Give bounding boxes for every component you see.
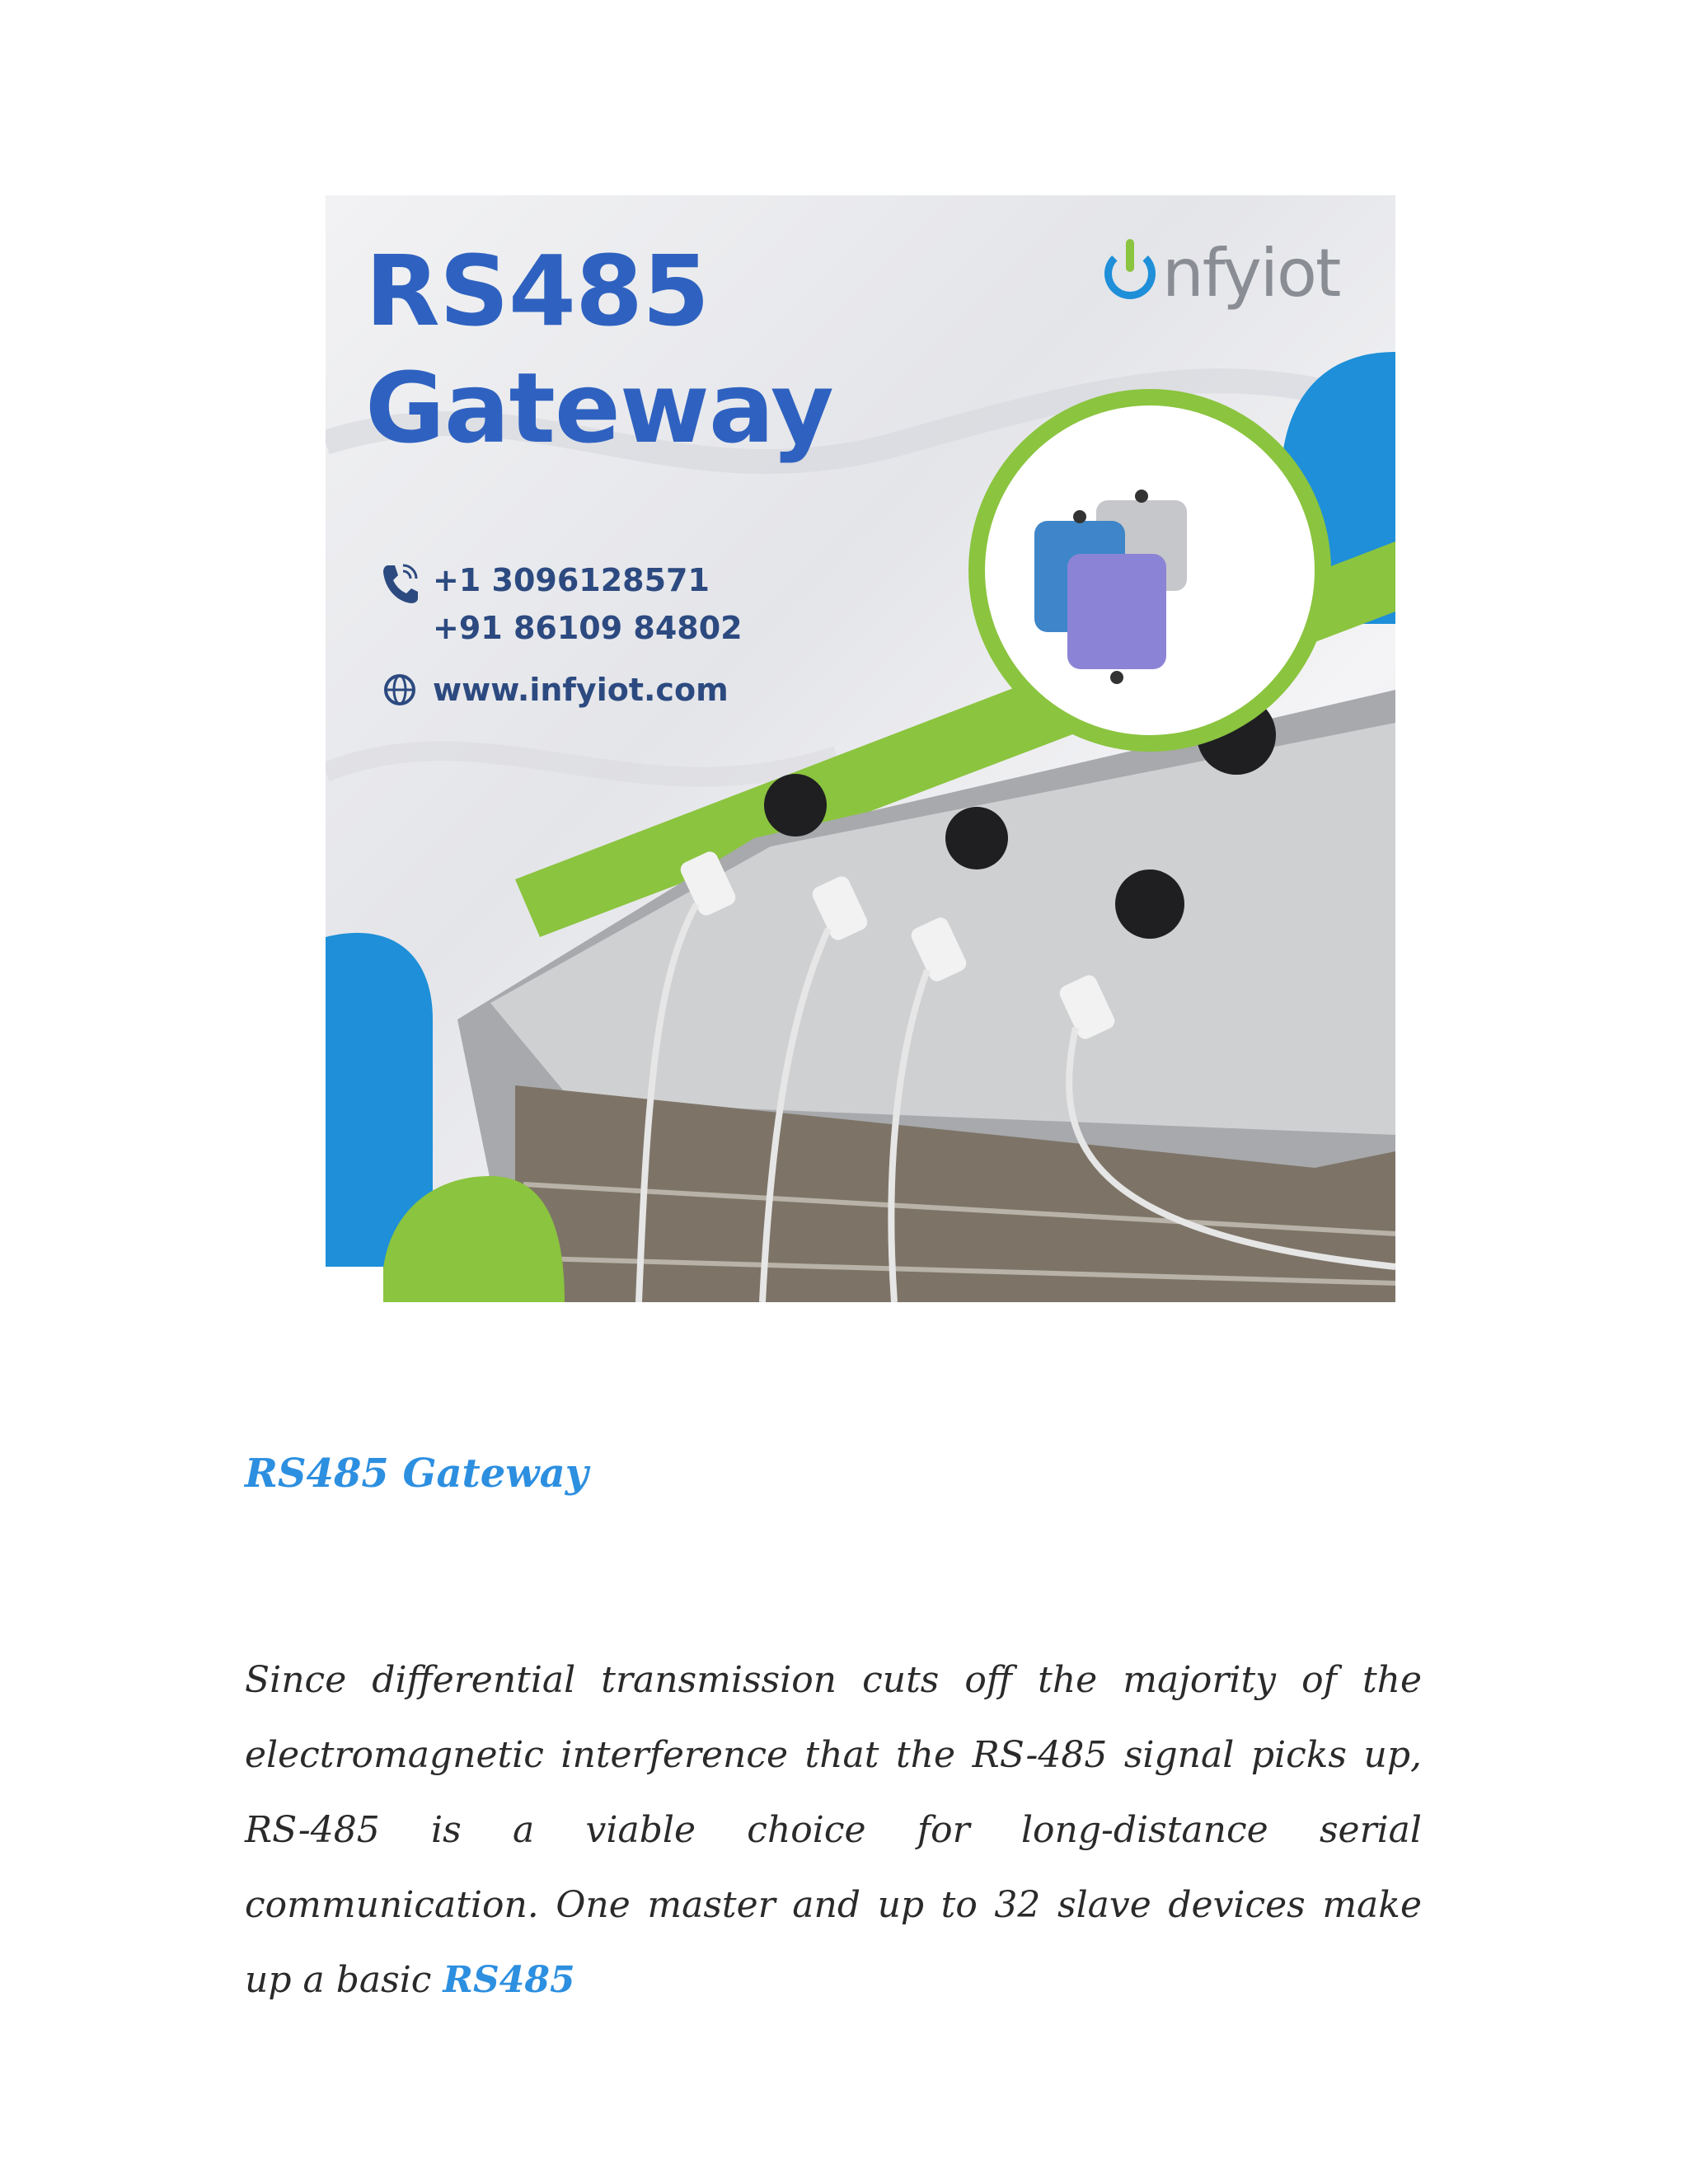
rs485-link[interactable]: RS485 xyxy=(443,1959,575,2001)
banner-title-line-2: Gateway xyxy=(365,351,833,465)
website-url: www.infyiot.com xyxy=(433,672,729,708)
contact-phones xyxy=(377,562,743,646)
banner-title-line-1: RS485 xyxy=(365,234,710,348)
infyiot-logo xyxy=(1104,235,1339,312)
phone-icon xyxy=(377,562,423,605)
paragraph-text: Since differential transmission cuts off the majority of the electromagnetic interference that the RS-485 signal picks up, RS-485 is a viable choice for long-distance serial communication. One master and up to 32 slave devices make up a basic xyxy=(245,1659,1422,2001)
contact-website xyxy=(377,672,729,708)
phone-number-in: +91 86109 84802 xyxy=(433,610,743,646)
banner-title xyxy=(365,232,833,466)
logo-text: nfyiot xyxy=(1162,235,1340,312)
article-paragraph xyxy=(245,1643,1422,2018)
rs485-gateway-banner xyxy=(326,195,1395,1302)
globe-icon xyxy=(377,673,423,706)
article-heading[interactable]: RS485 Gateway xyxy=(245,1451,588,1497)
phone-number-us: +1 3096128571 xyxy=(433,562,710,598)
power-logo-icon xyxy=(1104,248,1156,299)
